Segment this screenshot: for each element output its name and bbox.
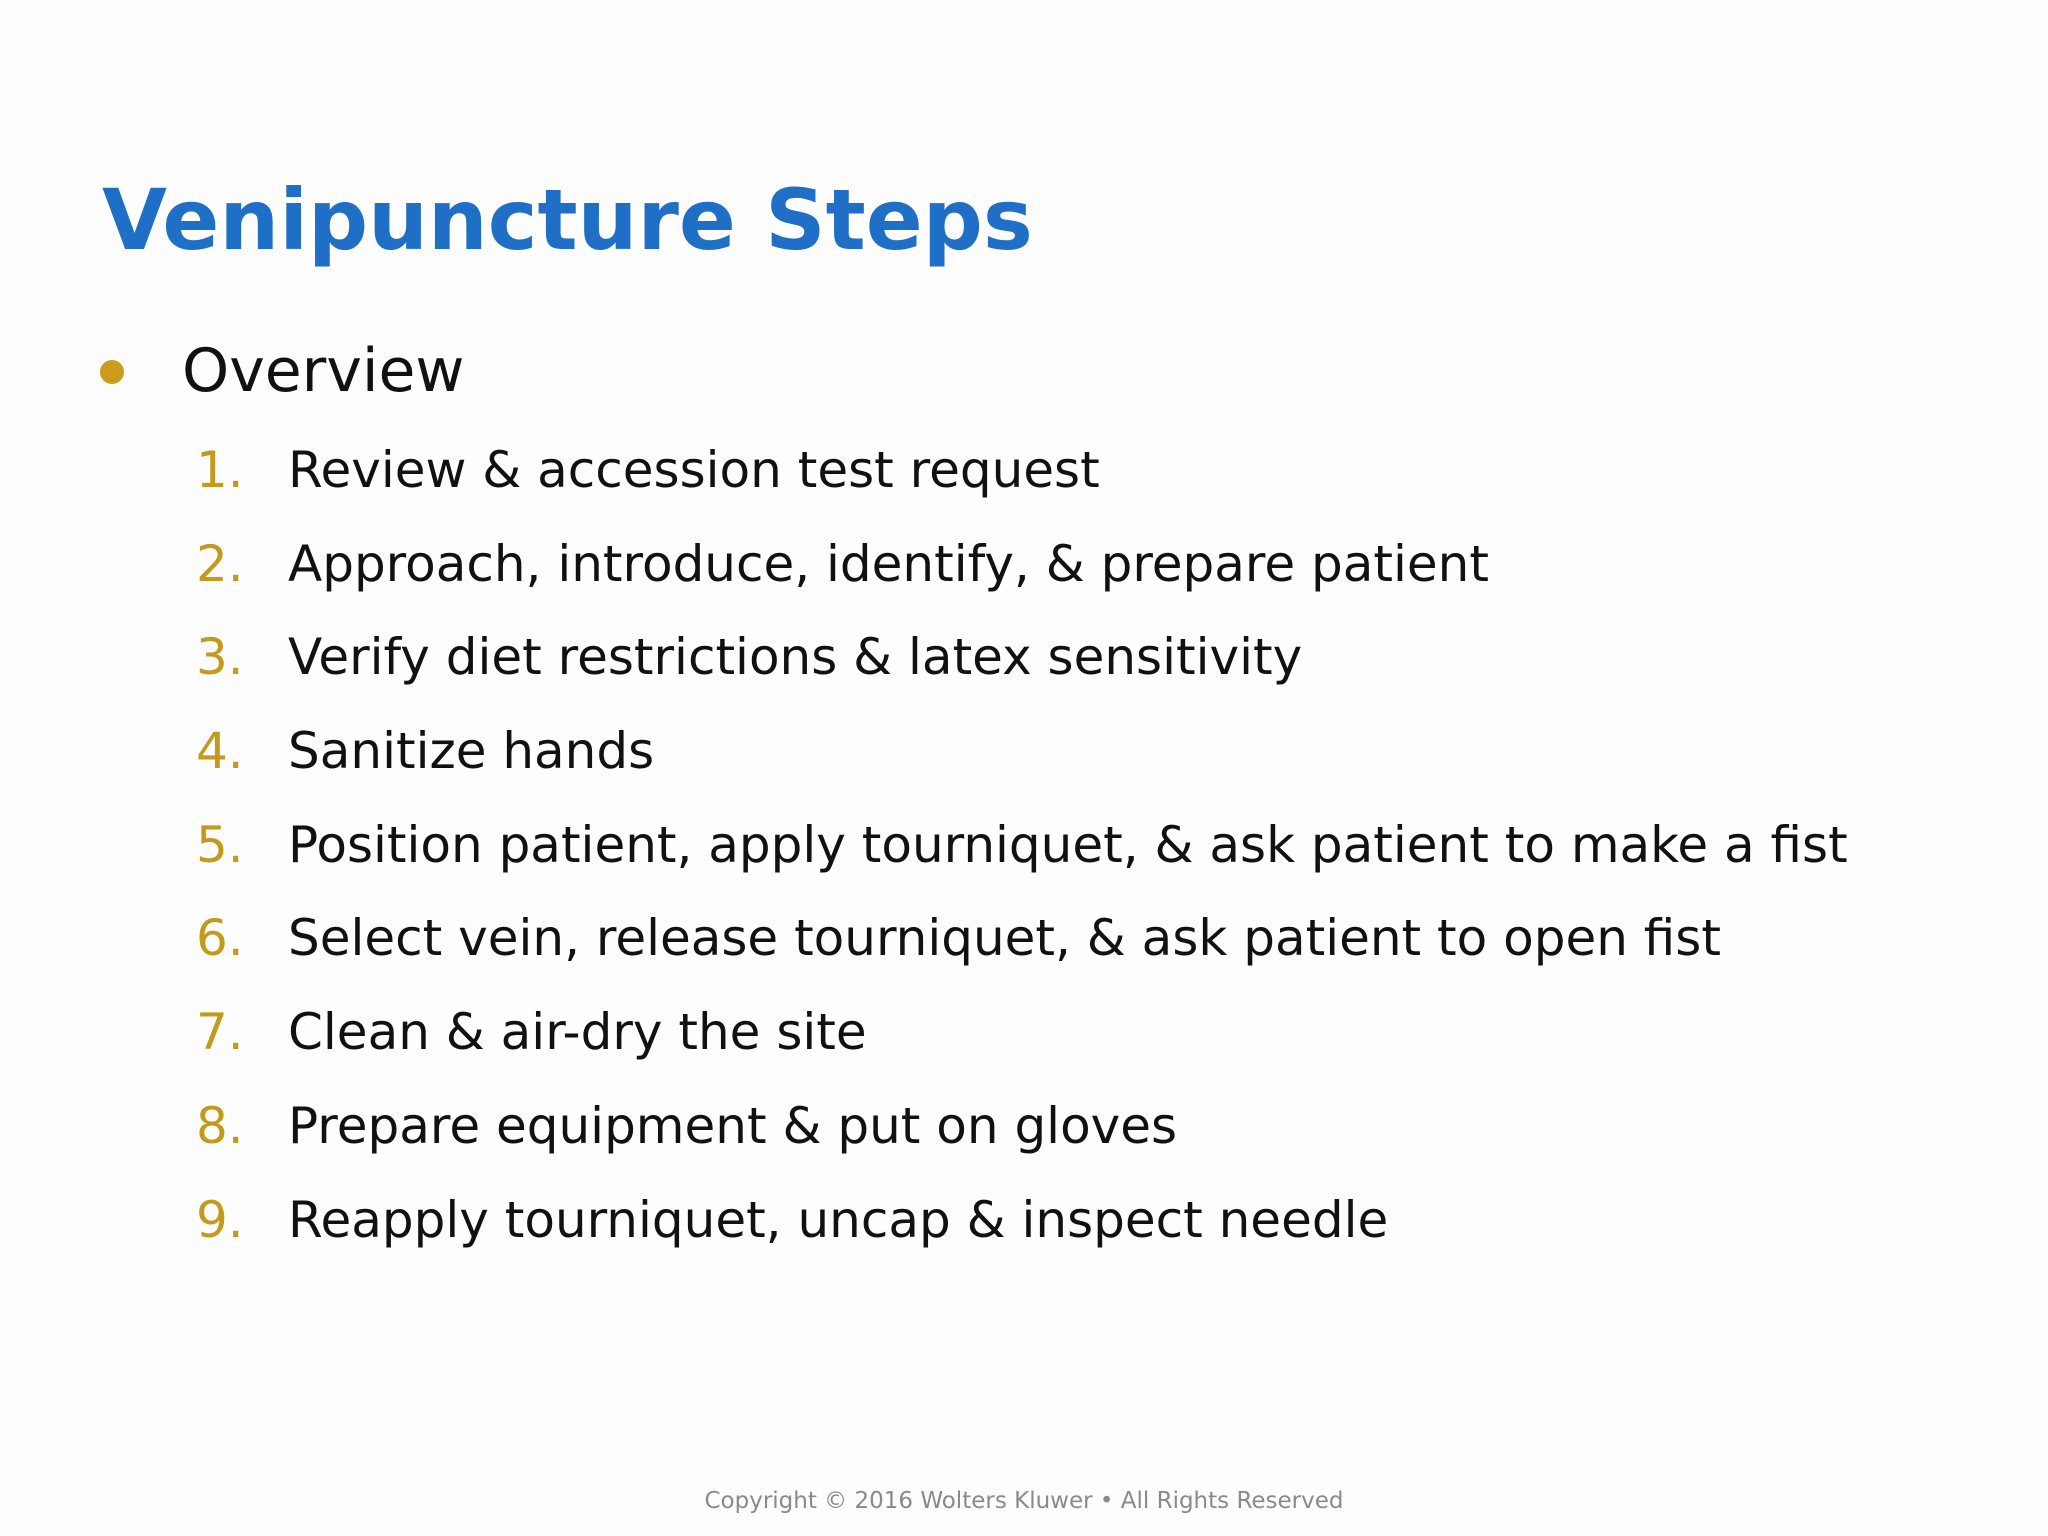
step-number: 8.	[196, 1096, 244, 1155]
copyright-footer: Copyright © 2016 Wolters Kluwer • All Rights Reserved	[704, 1488, 1344, 1514]
step-number: 7.	[196, 1003, 244, 1062]
step-number: 3.	[196, 628, 244, 687]
step-number: 2.	[196, 534, 244, 593]
step-number: 4.	[196, 722, 244, 781]
step-text: Prepare equipment & put on gloves	[288, 1096, 1178, 1155]
overview-bullet	[96, 335, 465, 407]
step-number: 1.	[196, 441, 244, 499]
step-text: Position patient, apply tourniquet, & ask patient to make a fist	[288, 815, 1848, 874]
step-text: Clean & air-dry the site	[288, 1003, 867, 1062]
step-text: Select vein, release tourniquet, & ask patient to open fist	[288, 909, 1721, 968]
step-text: Review & accession test request	[288, 441, 1100, 499]
step-text: Reapply tourniquet, uncap & inspect needle	[288, 1190, 1389, 1249]
overview-label: Overview	[182, 336, 465, 406]
slide-title: Venipuncture Steps	[102, 171, 1033, 269]
step-number: 5.	[196, 815, 244, 874]
step-text: Verify diet restrictions & latex sensitivity	[288, 628, 1303, 687]
step-text: Approach, introduce, identify, & prepare patient	[288, 534, 1489, 593]
bullet-dot-icon	[100, 360, 124, 384]
step-text: Sanitize hands	[288, 722, 655, 781]
step-number: 6.	[196, 909, 244, 968]
step-number: 9.	[196, 1190, 244, 1249]
